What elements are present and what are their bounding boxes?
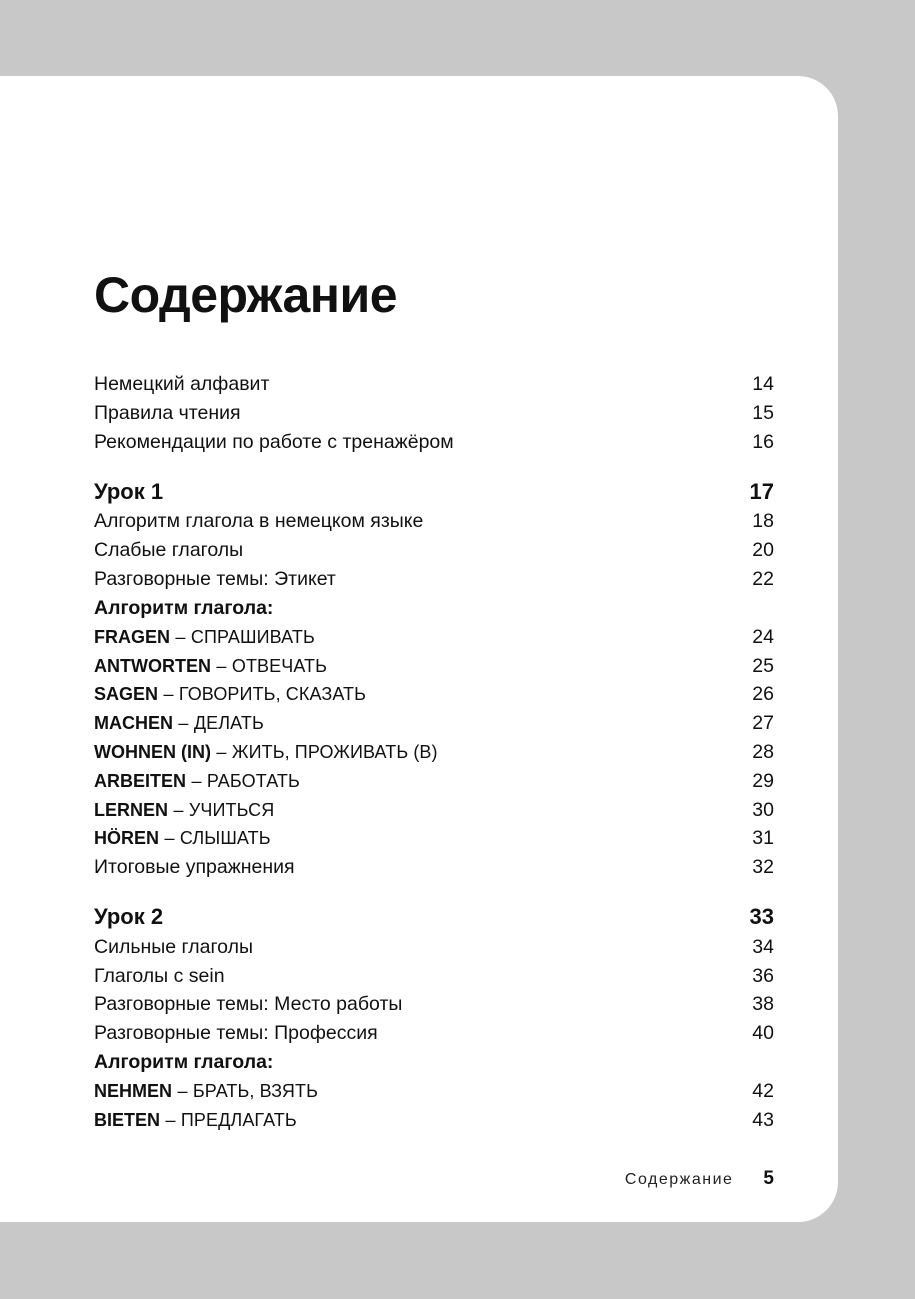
toc-entry-page: 27 [752, 712, 774, 734]
verb-translation: ОТВЕЧАТЬ [231, 656, 328, 676]
verb-word: FRAGEN [94, 627, 170, 647]
toc-entry-label: Разговорные темы: Профессия [94, 1022, 378, 1044]
toc-entry-page: 43 [752, 1109, 774, 1131]
dash: – [178, 713, 189, 733]
footer-page-number: 5 [763, 1168, 774, 1189]
dash: – [177, 1081, 188, 1101]
toc-entry-page: 36 [752, 965, 774, 987]
lesson-page: 17 [749, 479, 774, 504]
toc-entry-page: 15 [752, 402, 774, 424]
toc-verb-entry[interactable] [94, 796, 774, 824]
toc-verb-entry[interactable] [94, 1077, 774, 1105]
toc-lesson-2[interactable] [94, 903, 774, 931]
toc-entry-page: 40 [752, 1022, 774, 1044]
toc-entry-label: Немецкий алфавит [94, 373, 270, 395]
verb-translation: ЖИТЬ, ПРОЖИВАТЬ (В) [231, 742, 438, 762]
toc-entry-label: Разговорные темы: Место работы [94, 993, 403, 1015]
verb-word: BIETEN [94, 1110, 161, 1130]
toc-entry-page: 29 [752, 770, 774, 792]
verb-translation: БРАТЬ, ВЗЯТЬ [192, 1081, 318, 1101]
toc-entry-label: Правила чтения [94, 402, 241, 424]
footer-section-label: Содержание [624, 1171, 734, 1188]
toc-entry-page: 38 [752, 993, 774, 1015]
toc-entry-profession[interactable] [94, 1019, 774, 1047]
toc-entry-etiquette[interactable] [94, 565, 774, 593]
toc-verb-entry[interactable] [94, 680, 774, 708]
toc-entry-label: Итоговые упражнения [94, 856, 295, 878]
toc-verb-entry[interactable] [94, 824, 774, 852]
toc-entry-label: Рекомендации по работе с тренажёром [94, 431, 454, 453]
dash: – [164, 828, 175, 848]
toc-entry-page: 22 [752, 568, 774, 590]
toc-entry-page: 31 [752, 827, 774, 849]
dash: – [173, 800, 184, 820]
toc-entry-recommendations[interactable] [94, 428, 774, 456]
verb-translation: ГОВОРИТЬ, СКАЗАТЬ [178, 684, 367, 704]
toc-entry-strong-verbs[interactable] [94, 933, 774, 961]
toc-verb-entry[interactable] [94, 652, 774, 680]
verb-translation: СПРАШИВАТЬ [190, 627, 315, 647]
verb-word: ANTWORTEN [94, 656, 211, 676]
lesson-title: Урок 2 [94, 904, 164, 929]
toc-entry-page: 24 [752, 626, 774, 648]
toc-entry-page: 16 [752, 431, 774, 453]
page-footer [560, 1168, 774, 1196]
toc-entry-label: Сильные глаголы [94, 936, 253, 958]
verb-word: NEHMEN [94, 1081, 173, 1101]
verb-translation: ДЕЛАТЬ [193, 713, 264, 733]
toc-verb-entry[interactable] [94, 623, 774, 651]
toc-subheading [94, 1048, 774, 1076]
toc-entry-label: Разговорные темы: Этикет [94, 568, 336, 590]
verb-word: LERNEN [94, 800, 169, 820]
verb-translation: ПРЕДЛАГАТЬ [180, 1110, 297, 1130]
toc-entry-page: 32 [752, 856, 774, 878]
verb-translation: РАБОТАТЬ [206, 771, 300, 791]
toc-entry-alphabet[interactable] [94, 370, 774, 398]
toc-lesson-1[interactable] [94, 478, 774, 506]
toc-entry-label: Слабые глаголы [94, 539, 244, 561]
lesson-title: Урок 1 [94, 479, 164, 504]
verb-word: MACHEN [94, 713, 173, 733]
toc-entry-page: 34 [752, 936, 774, 958]
dash: – [216, 656, 227, 676]
toc-entry-workplace[interactable] [94, 990, 774, 1018]
verb-translation: СЛЫШАТЬ [179, 828, 271, 848]
dash: – [175, 627, 186, 647]
toc-entry-verb-algorithm[interactable] [94, 507, 774, 535]
dash: – [165, 1110, 176, 1130]
verb-word: HÖREN [94, 828, 160, 848]
toc-entry-page: 42 [752, 1080, 774, 1102]
toc-entry-page: 28 [752, 741, 774, 763]
verb-word: ARBEITEN [94, 771, 187, 791]
toc-verb-entry[interactable] [94, 767, 774, 795]
lesson-page: 33 [749, 904, 774, 929]
toc-entry-page: 26 [752, 683, 774, 705]
toc-subheading [94, 594, 774, 622]
dash: – [163, 684, 174, 704]
toc-entry-page: 25 [752, 655, 774, 677]
toc-entry-verbs-sein[interactable] [94, 962, 774, 990]
subheading-label: Алгоритм глагола: [94, 1051, 274, 1073]
toc-entry-page: 30 [752, 799, 774, 821]
toc-entry-page: 14 [752, 373, 774, 395]
verb-word: WOHNEN (IN) [94, 742, 211, 762]
toc-entry-label: Алгоритм глагола в немецком языке [94, 510, 424, 532]
verb-translation: УЧИТЬСЯ [188, 800, 275, 820]
toc-verb-entry[interactable] [94, 738, 774, 766]
verb-word: SAGEN [94, 684, 159, 704]
dash: – [191, 771, 202, 791]
dash: – [216, 742, 227, 762]
toc-entry-label: Глаголы с sein [94, 965, 225, 987]
toc-entry-page: 18 [752, 510, 774, 532]
toc-entry-page: 20 [752, 539, 774, 561]
toc-entry-final-exercises[interactable] [94, 853, 774, 881]
page-title: Содержание [94, 267, 398, 323]
toc-verb-entry[interactable] [94, 1106, 774, 1134]
toc-verb-entry[interactable] [94, 709, 774, 737]
toc-entry-weak-verbs[interactable] [94, 536, 774, 564]
subheading-label: Алгоритм глагола: [94, 597, 274, 619]
toc-entry-reading-rules[interactable] [94, 399, 774, 427]
